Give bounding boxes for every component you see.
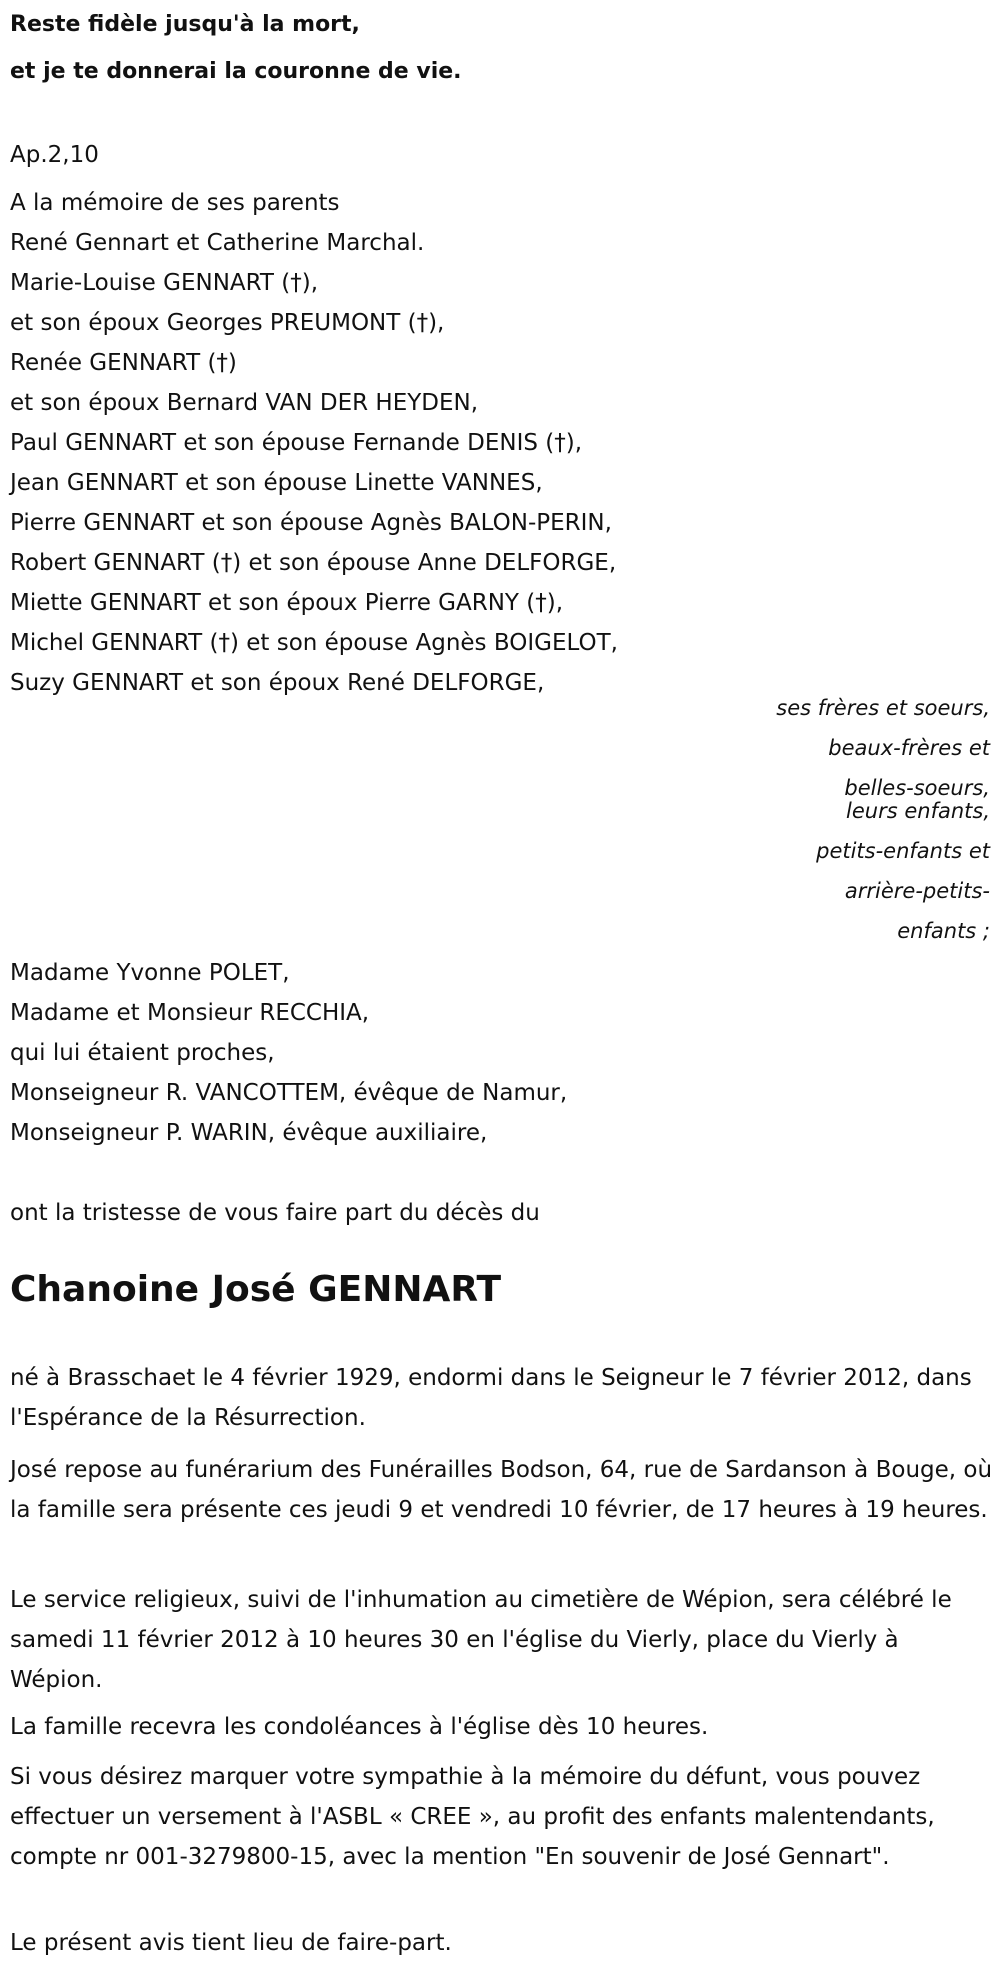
announcement: ont la tristesse de vous faire part du décès du xyxy=(10,1200,540,1226)
paragraph-condolences: La famille recevra les condoléances à l'église dès 10 heures. xyxy=(10,1714,709,1740)
family-line: Robert GENNART (†) et son épouse Anne DELFORGE, xyxy=(10,550,617,576)
relation-line: belles-soeurs, xyxy=(844,776,990,800)
relation-line: leurs enfants, xyxy=(846,799,990,823)
verse-line-2: et je te donnerai la couronne de vie. xyxy=(10,59,462,84)
others-line: qui lui étaient proches, xyxy=(10,1040,275,1066)
family-line: Pierre GENNART et son épouse Agnès BALON-PERIN, xyxy=(10,510,612,536)
relation-line: arrière-petits- xyxy=(844,879,990,903)
deceased-name: Chanoine José GENNART xyxy=(10,1269,502,1310)
others-line: Madame Yvonne POLET, xyxy=(10,960,290,986)
family-line: Suzy GENNART et son époux René DELFORGE, xyxy=(10,670,545,696)
others-line: Monseigneur R. VANCOTTEM, évêque de Namur, xyxy=(10,1080,568,1106)
paragraph-funeral-home: José repose au funérarium des Funérailles Bodson, 64, rue de Sardanson à Bouge, où la famille sera présente ces jeudi 9 et vendredi 10 février, de 17 heures à 19 heures. xyxy=(10,1457,993,1523)
relation-line: enfants ; xyxy=(897,919,990,943)
others-line: Madame et Monsieur RECCHIA, xyxy=(10,1000,370,1026)
family-line: et son époux Bernard VAN DER HEYDEN, xyxy=(10,390,479,416)
family-line: Marie-Louise GENNART (†), xyxy=(10,270,319,296)
family-line: Michel GENNART (†) et son épouse Agnès BOIGELOT, xyxy=(10,630,618,656)
paragraph-donation: Si vous désirez marquer votre sympathie à la mémoire du défunt, vous pouvez effectuer un versement à l'ASBL « CREE », au profit des enfants malentendants, compte nr 001-3279800-15, avec la mention "En souvenir de José Gennart". xyxy=(10,1764,935,1870)
family-line: René Gennart et Catherine Marchal. xyxy=(10,230,425,256)
verse-line-1: Reste fidèle jusqu'à la mort, xyxy=(10,12,360,37)
family-line: Renée GENNART (†) xyxy=(10,350,237,376)
family-line: Miette GENNART et son époux Pierre GARNY (†), xyxy=(10,590,564,616)
paragraph-closing: Le présent avis tient lieu de faire-part. xyxy=(10,1930,452,1956)
family-line: Jean GENNART et son épouse Linette VANNES, xyxy=(10,470,543,496)
family-line: A la mémoire de ses parents xyxy=(10,190,340,216)
others-line: Monseigneur P. WARIN, évêque auxiliaire, xyxy=(10,1120,488,1146)
paragraph-birth-death: né à Brasschaet le 4 février 1929, endormi dans le Seigneur le 7 février 2012, dans l'Espérance de la Résurrection. xyxy=(10,1365,972,1431)
verse-reference: Ap.2,10 xyxy=(10,142,99,168)
relation-line: beaux-frères et xyxy=(828,736,990,760)
family-line: et son époux Georges PREUMONT (†), xyxy=(10,310,445,336)
relation-line: ses frères et soeurs, xyxy=(776,696,990,720)
paragraph-service: Le service religieux, suivi de l'inhumation au cimetière de Wépion, sera célébré le samedi 11 février 2012 à 10 heures 30 en l'église du Vierly, place du Vierly à Wépion. xyxy=(10,1587,952,1693)
relation-line: petits-enfants et xyxy=(816,839,990,863)
family-line: Paul GENNART et son épouse Fernande DENIS (†), xyxy=(10,430,583,456)
